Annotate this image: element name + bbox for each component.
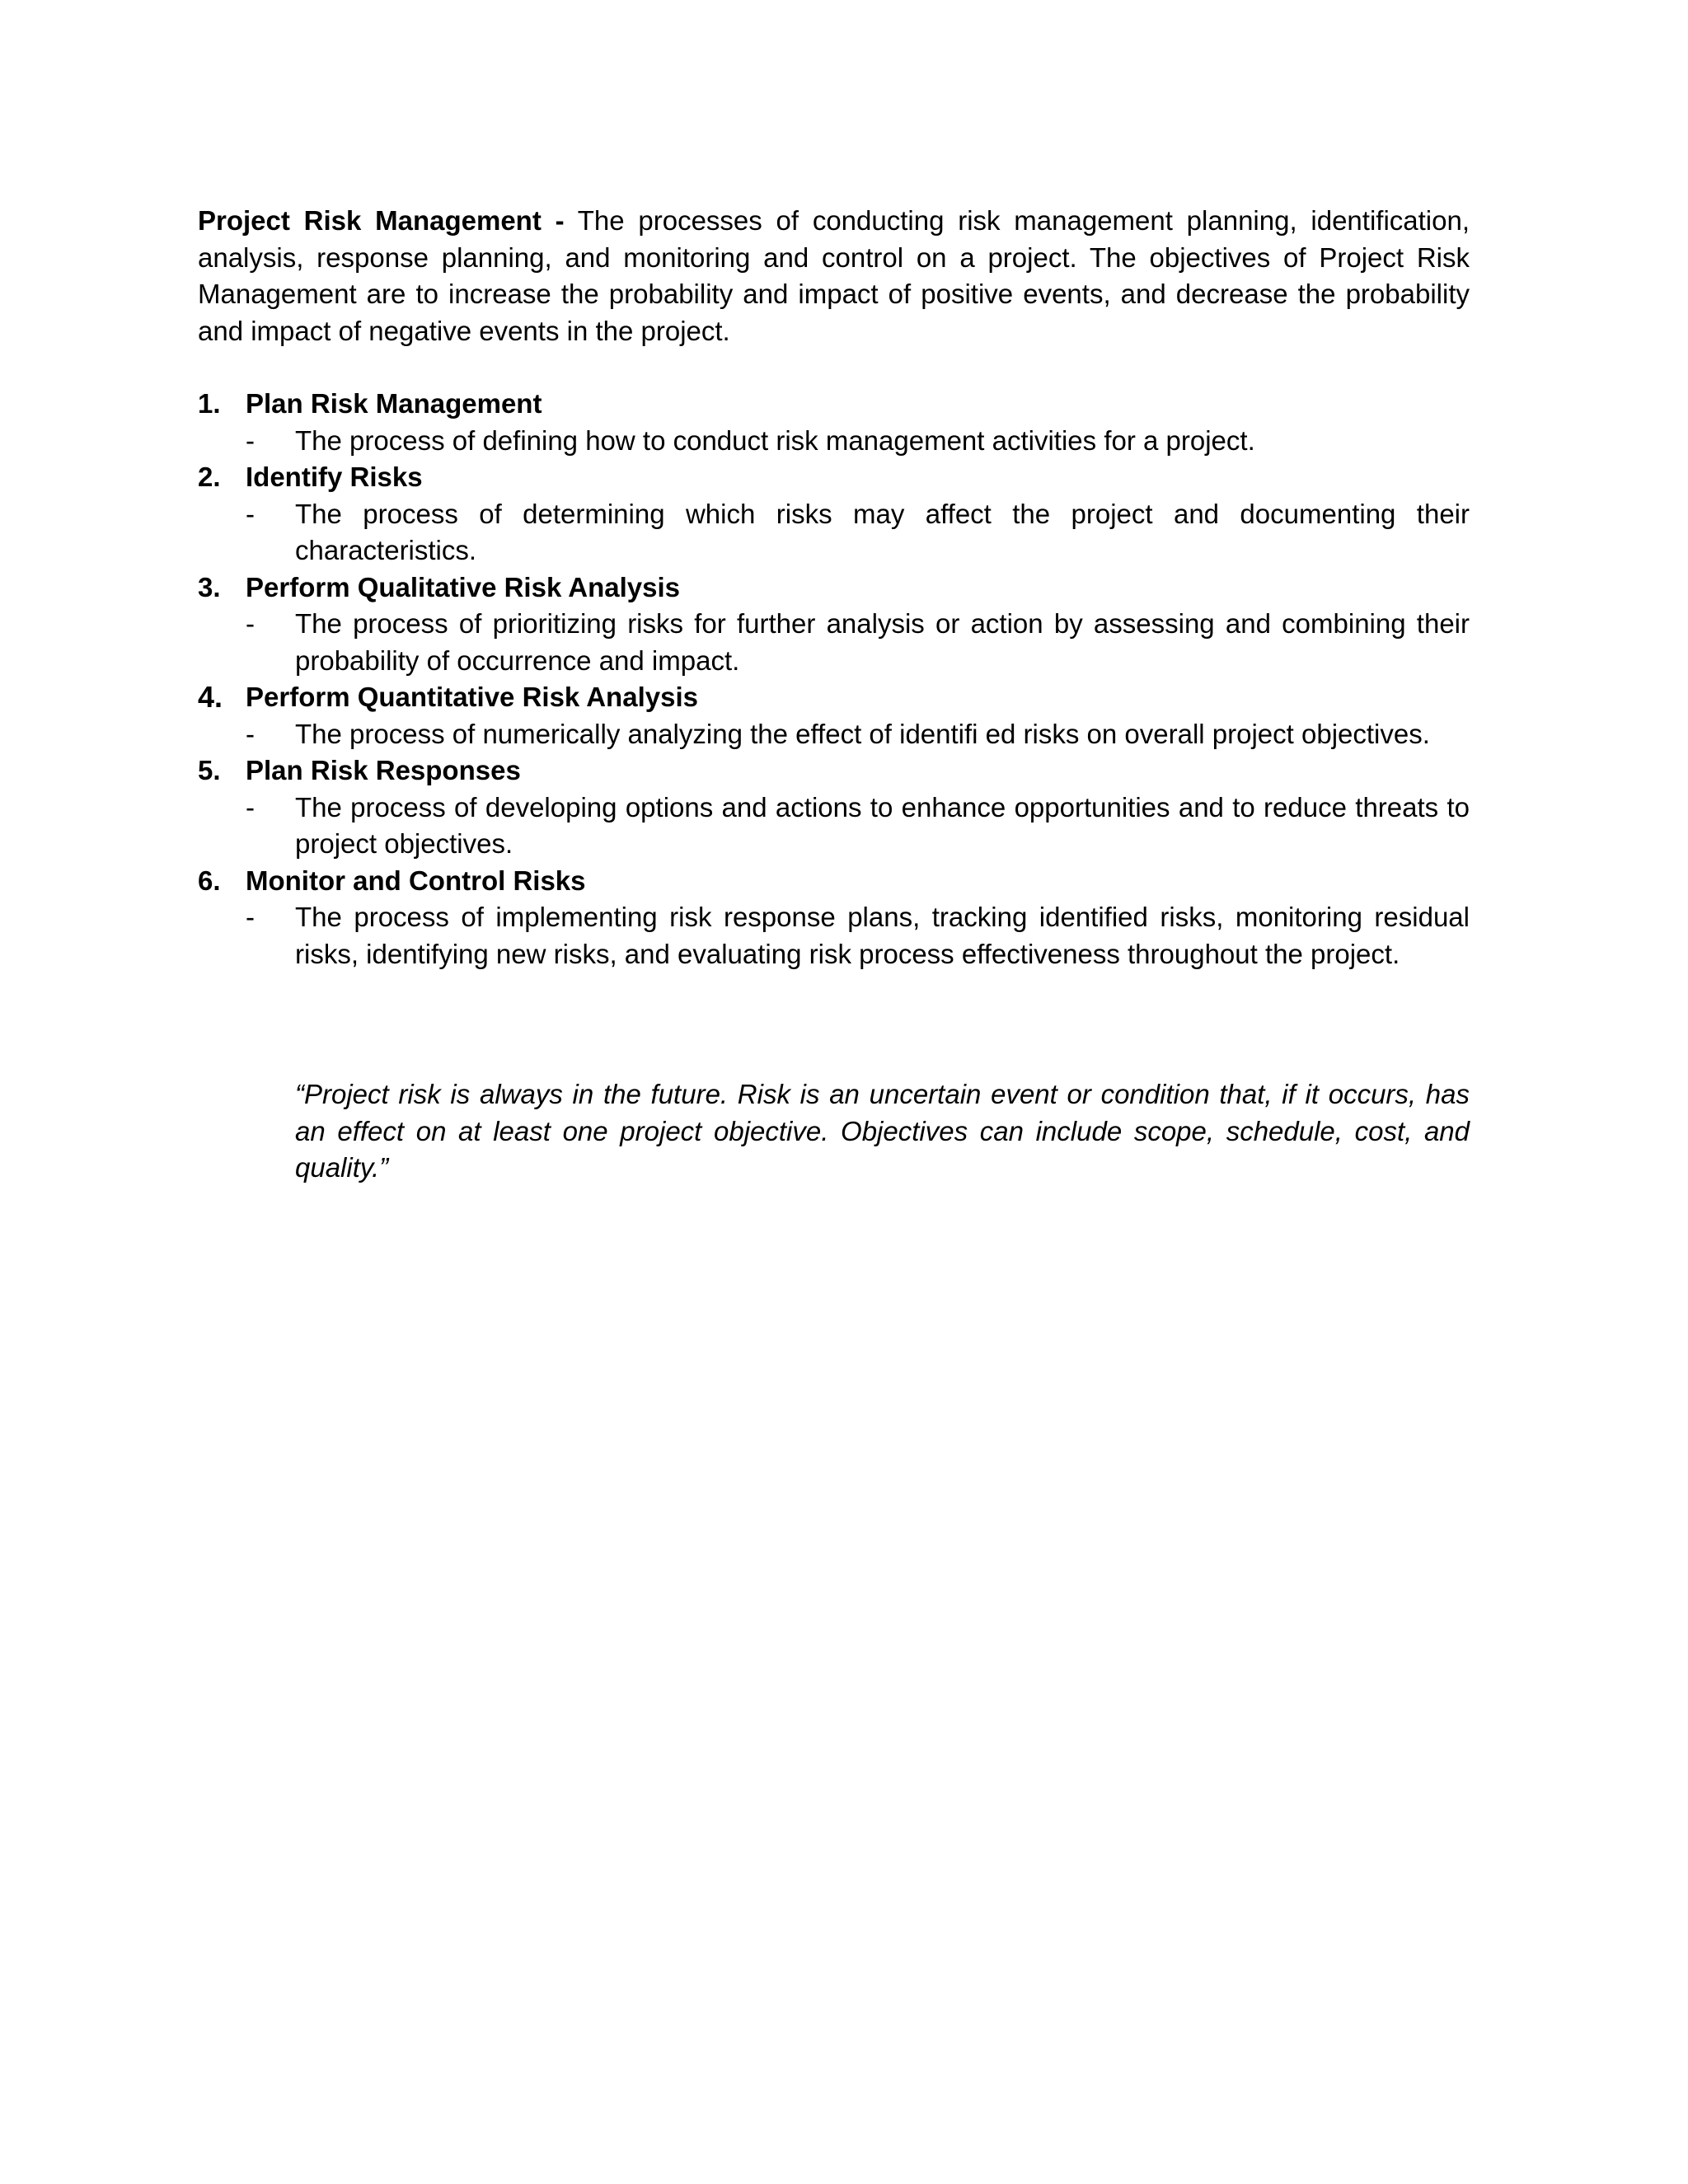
- dash-bullet: -: [246, 608, 255, 639]
- intro-definition: The processes of conducting risk management planning, identification, analysis, response planning, and monitoring and control on a project. The objectives of Project Risk Management are to increase the probability and impact of positive events, and decrease the probability and impact of negative events in the project.: [198, 205, 1470, 346]
- dash-bullet: -: [246, 791, 255, 823]
- step-description: [198, 423, 1470, 460]
- list-item: [198, 679, 1470, 752]
- step-title: Perform Quantitative Risk Analysis: [246, 682, 698, 712]
- step-title: Identify Risks: [246, 462, 423, 492]
- step-heading: [198, 459, 1470, 496]
- intro-term: Project Risk Management -: [198, 205, 565, 236]
- step-description: [198, 790, 1470, 863]
- step-number: 4.: [198, 680, 223, 714]
- step-number: 6.: [198, 865, 221, 896]
- step-description-text: The process of numerically analyzing the effect of identifi ed risks on overall project objectives.: [295, 718, 1430, 749]
- step-number: 3.: [198, 571, 221, 602]
- step-description-text: The process of implementing risk response plans, tracking identified risks, monitoring residual risks, identifying new risks, and evaluating risk process effectiveness throughout the project.: [295, 902, 1470, 969]
- process-list: [198, 386, 1470, 972]
- step-title: Plan Risk Responses: [246, 755, 521, 785]
- dash-bullet: -: [246, 498, 255, 529]
- step-description: [198, 716, 1470, 753]
- step-description-text: The process of developing options and actions to enhance opportunities and to reduce threats to project objectives.: [295, 791, 1470, 859]
- intro-paragraph: [198, 203, 1470, 349]
- list-item: [198, 863, 1470, 973]
- step-heading: [198, 569, 1470, 607]
- step-heading: [198, 386, 1470, 423]
- dash-bullet: -: [246, 902, 255, 932]
- step-description-text: The process of prioritizing risks for further analysis or action by assessing and combining their probability of occurrence and impact.: [295, 608, 1470, 676]
- step-heading: [198, 752, 1470, 790]
- step-heading: [198, 679, 1470, 716]
- list-item: [198, 569, 1470, 680]
- step-description-text: The process of defining how to conduct risk management activities for a project.: [295, 424, 1255, 456]
- step-number: 2.: [198, 462, 221, 492]
- dash-bullet: -: [246, 424, 255, 456]
- list-item: [198, 752, 1470, 863]
- step-description: [198, 606, 1470, 679]
- closing-quote: “Project risk is always in the future. Risk is an uncertain event or condition that, if it occurs, has an effect on at least one project objective. Objectives can include scope, schedule, cost, and quality.”: [295, 1079, 1470, 1183]
- step-heading: [198, 863, 1470, 900]
- step-description: [198, 496, 1470, 569]
- step-description: [198, 899, 1470, 972]
- step-description-text: The process of determining which risks may affect the project and documenting their characteristics.: [295, 498, 1470, 565]
- dash-bullet: -: [246, 718, 255, 749]
- step-title: Monitor and Control Risks: [246, 865, 586, 896]
- step-number: 5.: [198, 755, 221, 785]
- step-title: Plan Risk Management: [246, 388, 542, 419]
- step-title: Perform Qualitative Risk Analysis: [246, 571, 680, 602]
- step-number: 1.: [198, 388, 221, 419]
- list-item: [198, 459, 1470, 569]
- document-body: [198, 203, 1470, 1183]
- list-item: [198, 386, 1470, 459]
